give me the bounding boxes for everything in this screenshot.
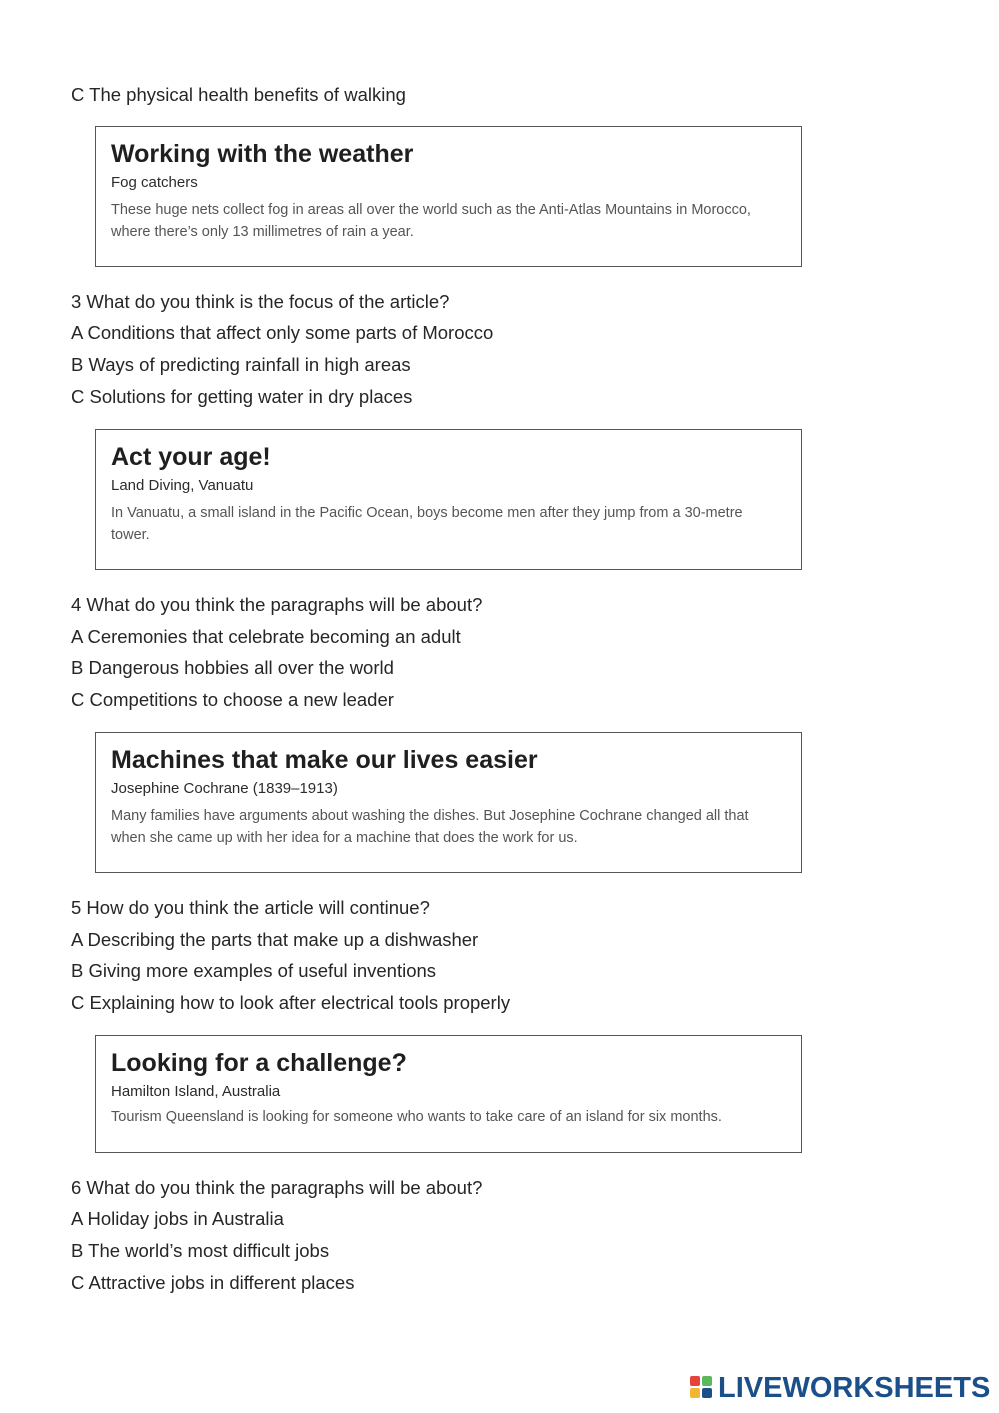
question-4-option-b[interactable]: B Dangerous hobbies all over the world [71, 657, 394, 678]
logo-square-blue [702, 1388, 712, 1398]
question-5-option-b[interactable]: B Giving more examples of useful inventions [71, 960, 437, 981]
logo-square-yellow [690, 1388, 700, 1398]
question-5-option-a[interactable]: A Describing the parts that make up a dishwasher [71, 929, 479, 950]
liveworksheets-logo[interactable] [690, 1372, 990, 1404]
article-body: These huge nets collect fog in areas all over the world such as the Anti-Atlas Mountains in Morocco, where there’s only 13 millimetres of rain a year. [111, 202, 751, 240]
article-box-weather [95, 126, 802, 267]
question-5-option-c[interactable]: C Explaining how to look after electrical tools properly [71, 992, 511, 1013]
question-3-prompt: 3 What do you think is the focus of the article? [71, 291, 450, 312]
question-6-option-c[interactable]: C Attractive jobs in different places [71, 1272, 355, 1293]
article-box-machines [95, 732, 802, 873]
article-body: In Vanuatu, a small island in the Pacific Ocean, boys become men after they jump from a 30-metre tower. [111, 505, 743, 543]
question-3-option-b[interactable]: B Ways of predicting rainfall in high areas [71, 354, 411, 375]
article-subtitle: Land Diving, Vanuatu [111, 477, 254, 494]
article-title: Working with the weather [111, 140, 414, 168]
article-subtitle: Josephine Cochrane (1839–1913) [111, 780, 338, 797]
logo-square-green [702, 1376, 712, 1386]
article-body: Tourism Queensland is looking for someone who wants to take care of an island for six months. [111, 1109, 722, 1125]
question-2-option-c[interactable]: C The physical health benefits of walking [71, 84, 406, 105]
liveworksheets-logo-text: LIVEWORKSHEETS [718, 1372, 991, 1404]
question-4-prompt: 4 What do you think the paragraphs will be about? [71, 594, 483, 615]
article-subtitle: Hamilton Island, Australia [111, 1083, 281, 1100]
question-6-option-b[interactable]: B The world’s most difficult jobs [71, 1240, 330, 1261]
article-subtitle: Fog catchers [111, 174, 198, 191]
article-title: Looking for a challenge? [111, 1049, 407, 1077]
article-title: Machines that make our lives easier [111, 746, 538, 774]
question-6-prompt: 6 What do you think the paragraphs will be about? [71, 1177, 483, 1198]
liveworksheets-logo-icon [690, 1376, 714, 1400]
article-box-age [95, 429, 802, 570]
question-3-option-c[interactable]: C Solutions for getting water in dry places [71, 386, 413, 407]
question-3-option-a[interactable]: A Conditions that affect only some parts of Morocco [71, 322, 494, 343]
question-4-option-c[interactable]: C Competitions to choose a new leader [71, 689, 394, 710]
article-body: Many families have arguments about washing the dishes. But Josephine Cochrane changed all that when she came up with her idea for a machine that does the work for us. [111, 808, 749, 846]
logo-square-red [690, 1376, 700, 1386]
question-5-prompt: 5 How do you think the article will continue? [71, 897, 430, 918]
article-title: Act your age! [111, 443, 271, 471]
article-box-challenge [95, 1035, 802, 1153]
question-6-option-a[interactable]: A Holiday jobs in Australia [71, 1208, 284, 1229]
question-4-option-a[interactable]: A Ceremonies that celebrate becoming an adult [71, 626, 461, 647]
